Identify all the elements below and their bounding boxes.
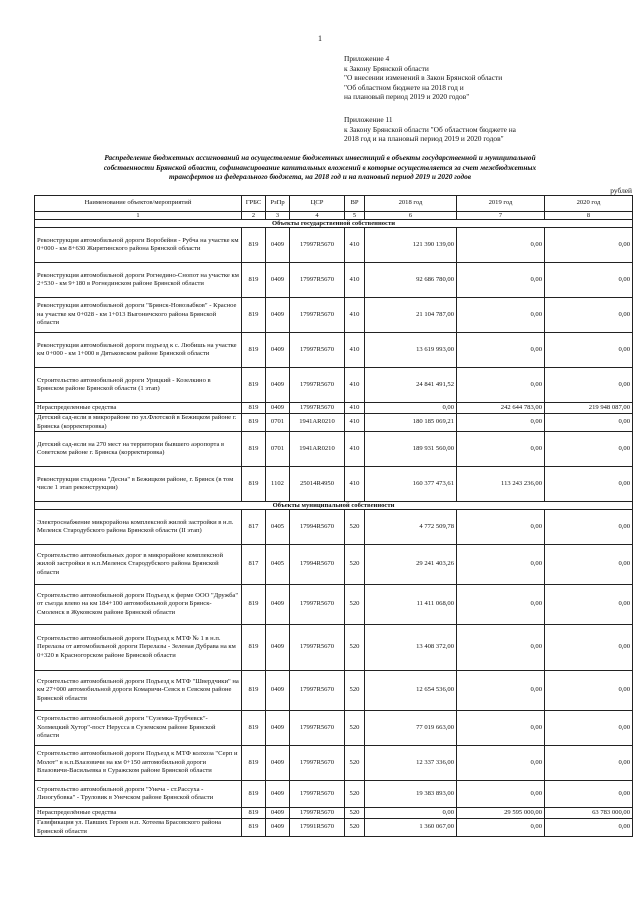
cell-y2019: 0,00 <box>457 368 545 403</box>
cell-rzpr: 0409 <box>266 781 290 808</box>
cell-rzpr: 0409 <box>266 403 290 414</box>
cell-vr: 410 <box>345 333 365 368</box>
cell-y2019: 0,00 <box>457 819 545 837</box>
column-number: 1 <box>35 212 242 220</box>
cell-rzpr: 0405 <box>266 510 290 545</box>
page-number: 1 <box>318 34 322 43</box>
appendix-line: "О внесении изменений в Закон Брянской области <box>344 73 503 83</box>
object-name-cell: Реконструкция автомобильной дороги Рогнедино-Снопот на участке км 2+530 - км 9+180 в Рогнединском районе Брянской области <box>35 263 242 298</box>
cell-y2020: 0,00 <box>545 545 633 585</box>
cell-rzpr: 0409 <box>266 625 290 671</box>
cell-y2020: 0,00 <box>545 263 633 298</box>
cell-y2018: 4 772 509,78 <box>365 510 457 545</box>
cell-csr: 17997R5670 <box>290 403 345 414</box>
cell-y2018: 121 390 139,00 <box>365 228 457 263</box>
units-label: рублей <box>610 186 632 195</box>
section-header-row <box>35 502 633 510</box>
header-name: Наименование объектов/мероприятий <box>35 196 242 212</box>
cell-grbs: 819 <box>242 432 266 467</box>
object-name-cell: Реконструкция стадиона "Десна" в Бежицком районе, г. Брянск (в том числе 1 этап реконструкции) <box>35 467 242 502</box>
cell-y2019: 0,00 <box>457 510 545 545</box>
object-name-cell: Строительство автомобильной дороги "Суземка-Трубчевск"-Холмецкий Хутор"-пост Нерусса в Суземском районе Брянской области <box>35 711 242 746</box>
object-name-cell: Строительство автомобильной дороги Подъезд к МТФ "Швердчики" на км 27+000 автомобильной дороги Комаричи-Севск в Севском районе Брянской области <box>35 671 242 711</box>
cell-y2019: 0,00 <box>457 711 545 746</box>
column-number: 7 <box>457 212 545 220</box>
object-name-cell: Газификация ул. Павших Героев н.п. Хотеева Брасовского района Брянской области <box>35 819 242 837</box>
cell-vr: 520 <box>345 671 365 711</box>
cell-y2019: 0,00 <box>457 781 545 808</box>
cell-csr: 17991R5670 <box>290 819 345 837</box>
appendix-line: к Закону Брянской области <box>344 63 429 73</box>
object-name-cell: Реконструкция автомобильной дороги подъезд к с. Любишь на участке км 0+000 - км 1+000 в Дятьковском районе Брянской области <box>35 333 242 368</box>
cell-grbs: 819 <box>242 467 266 502</box>
cell-y2019: 113 243 236,00 <box>457 467 545 502</box>
cell-grbs: 819 <box>242 368 266 403</box>
cell-y2018: 1 360 067,00 <box>365 819 457 837</box>
header-2020: 2020 год <box>545 196 633 212</box>
cell-y2018: 189 931 560,00 <box>365 432 457 467</box>
cell-y2019: 0,00 <box>457 671 545 711</box>
cell-vr: 520 <box>345 625 365 671</box>
cell-grbs: 819 <box>242 781 266 808</box>
table-row <box>35 625 633 671</box>
cell-grbs: 819 <box>242 585 266 625</box>
cell-csr: 25014R4950 <box>290 467 345 502</box>
cell-y2019: 0,00 <box>457 263 545 298</box>
cell-vr: 520 <box>345 746 365 781</box>
table-row <box>35 819 633 837</box>
cell-y2018: 12 337 336,00 <box>365 746 457 781</box>
appendix-line: "Об областном бюджете на 2018 год и <box>344 82 464 92</box>
cell-y2019: 242 644 783,00 <box>457 403 545 414</box>
cell-y2020: 219 948 087,00 <box>545 403 633 414</box>
title-line: собственности Брянской области, софинансирование капитальных вложений в которые осуществляется за счет межбюджетных <box>103 162 537 172</box>
table-row <box>35 368 633 403</box>
section-title: Объекты муниципальной собственности <box>35 502 633 510</box>
budget-table <box>34 195 633 837</box>
object-name-cell: Строительство автомобильных дорог в микрорайоне комплексной жилой застройки в н.п.Меленск Стародубского района Брянской области <box>35 545 242 585</box>
section-title: Объекты государственной собственности <box>35 220 633 228</box>
table-row <box>35 545 633 585</box>
cell-csr: 17997R5670 <box>290 333 345 368</box>
table-row <box>35 510 633 545</box>
appendix-line: Приложение 11 <box>344 115 393 124</box>
cell-csr: 17997R5670 <box>290 671 345 711</box>
cell-grbs: 819 <box>242 403 266 414</box>
object-name-cell: Строительство автомобильной дороги "Унеча - ст.Рассуха - Лизогубовка" - Труловик в Унечском районе Брянской области <box>35 781 242 808</box>
appendix-line: Приложение 4 <box>344 54 390 63</box>
appendix-line: на плановый период 2019 и 2020 годов" <box>344 92 470 102</box>
object-name-cell: Реконструкция автомобильной дороги Воробейня - Рубча на участке км 0+000 - км 8+630 Жирятинского района Брянской области <box>35 228 242 263</box>
table-row <box>35 414 633 432</box>
table-row <box>35 467 633 502</box>
object-name-cell: Строительство автомобильной дороги Подъезд к МТФ колхоза "Серп и Молот" в н.п.Влазовичи на км 0+150 автомобильной дороги Влазовичи-Васильевка в Суражском районе Брянской области <box>35 746 242 781</box>
table-row <box>35 671 633 711</box>
object-name-cell: Нераспределенные средства <box>35 403 242 414</box>
cell-vr: 520 <box>345 781 365 808</box>
cell-csr: 17997R5670 <box>290 298 345 333</box>
cell-rzpr: 0701 <box>266 432 290 467</box>
cell-y2019: 0,00 <box>457 333 545 368</box>
appendix-line: к Закону Брянской области "Об областном бюджете на <box>344 124 516 134</box>
cell-y2019: 0,00 <box>457 432 545 467</box>
object-name-cell: Строительство автомобильной дороги Подъезд к ферме ООО "Дружба" от съезда влево на км 184+100 автомобильной дороги Брянск-Смоленск в Жуковском районе Брянской области <box>35 585 242 625</box>
document-title <box>40 153 600 182</box>
cell-y2020: 0,00 <box>545 368 633 403</box>
cell-csr: 1941AR0210 <box>290 414 345 432</box>
cell-y2019: 0,00 <box>457 585 545 625</box>
cell-y2020: 0,00 <box>545 671 633 711</box>
cell-rzpr: 0409 <box>266 333 290 368</box>
header-grbs: ГРБС <box>242 196 266 212</box>
cell-csr: 17997R5670 <box>290 228 345 263</box>
cell-csr: 17997R5670 <box>290 585 345 625</box>
cell-rzpr: 0409 <box>266 585 290 625</box>
cell-y2019: 29 595 000,00 <box>457 808 545 819</box>
cell-rzpr: 0409 <box>266 808 290 819</box>
cell-rzpr: 0409 <box>266 711 290 746</box>
cell-grbs: 819 <box>242 298 266 333</box>
cell-y2019: 0,00 <box>457 545 545 585</box>
cell-y2020: 0,00 <box>545 711 633 746</box>
object-name-cell: Строительство автомобильной дороги Урицкий - Козелкино в Брянском районе Брянской области (1 этап) <box>35 368 242 403</box>
cell-grbs: 817 <box>242 545 266 585</box>
appendix-header <box>344 54 634 102</box>
cell-rzpr: 0405 <box>266 545 290 585</box>
cell-y2020: 0,00 <box>545 333 633 368</box>
cell-y2020: 0,00 <box>545 228 633 263</box>
cell-y2020: 0,00 <box>545 781 633 808</box>
cell-y2018: 13 619 993,00 <box>365 333 457 368</box>
cell-y2020: 0,00 <box>545 510 633 545</box>
cell-y2020: 0,00 <box>545 819 633 837</box>
object-name-cell: Детский сад-ясли в микрорайоне по ул.Флотской в Бежицком районе г. Брянска (корректировка) <box>35 414 242 432</box>
cell-rzpr: 0409 <box>266 819 290 837</box>
object-name-cell: Нераспределённые средства <box>35 808 242 819</box>
cell-vr: 520 <box>345 819 365 837</box>
cell-grbs: 819 <box>242 228 266 263</box>
cell-grbs: 819 <box>242 414 266 432</box>
cell-vr: 410 <box>345 228 365 263</box>
table-row <box>35 808 633 819</box>
cell-rzpr: 0409 <box>266 228 290 263</box>
cell-vr: 410 <box>345 467 365 502</box>
cell-y2020: 0,00 <box>545 414 633 432</box>
header-2019: 2019 год <box>457 196 545 212</box>
cell-y2018: 13 408 372,00 <box>365 625 457 671</box>
cell-y2018: 21 104 787,00 <box>365 298 457 333</box>
cell-csr: 17997R5670 <box>290 368 345 403</box>
cell-y2018: 29 241 403,26 <box>365 545 457 585</box>
cell-grbs: 819 <box>242 819 266 837</box>
cell-y2019: 0,00 <box>457 625 545 671</box>
cell-csr: 17994R5670 <box>290 510 345 545</box>
cell-y2020: 0,00 <box>545 585 633 625</box>
cell-y2020: 0,00 <box>545 467 633 502</box>
table-row <box>35 432 633 467</box>
header-rzpr: РзПр <box>266 196 290 212</box>
cell-grbs: 817 <box>242 510 266 545</box>
cell-y2019: 0,00 <box>457 746 545 781</box>
object-name-cell: Реконструкция автомобильной дороги "Брянск-Новозыбков" - Красное на участке км 0+028 - км 1+013 Выгоничского района Брянской области <box>35 298 242 333</box>
appendix-line: 2018 год и на плановый период 2019 и 2020 годов" <box>344 134 504 144</box>
table-row <box>35 746 633 781</box>
cell-vr: 410 <box>345 432 365 467</box>
cell-grbs: 819 <box>242 625 266 671</box>
cell-vr: 520 <box>345 711 365 746</box>
cell-rzpr: 0701 <box>266 414 290 432</box>
cell-grbs: 819 <box>242 808 266 819</box>
cell-y2020: 0,00 <box>545 432 633 467</box>
cell-y2018: 92 686 780,00 <box>365 263 457 298</box>
cell-y2020: 0,00 <box>545 746 633 781</box>
header-csr: ЦСР <box>290 196 345 212</box>
column-number: 2 <box>242 212 266 220</box>
table-row <box>35 333 633 368</box>
cell-y2018: 24 841 491,52 <box>365 368 457 403</box>
cell-y2020: 0,00 <box>545 625 633 671</box>
cell-rzpr: 0409 <box>266 368 290 403</box>
column-number: 6 <box>365 212 457 220</box>
cell-csr: 17997R5670 <box>290 781 345 808</box>
cell-vr: 520 <box>345 585 365 625</box>
column-number: 5 <box>345 212 365 220</box>
cell-y2018: 11 411 068,00 <box>365 585 457 625</box>
cell-y2019: 0,00 <box>457 228 545 263</box>
header-vr: ВР <box>345 196 365 212</box>
cell-csr: 17994R5670 <box>290 545 345 585</box>
cell-vr: 410 <box>345 298 365 333</box>
appendix-secondary-header <box>344 115 634 144</box>
cell-y2018: 180 185 069,21 <box>365 414 457 432</box>
cell-y2018: 0,00 <box>365 403 457 414</box>
cell-grbs: 819 <box>242 263 266 298</box>
cell-csr: 17997R5670 <box>290 808 345 819</box>
cell-rzpr: 0409 <box>266 263 290 298</box>
column-number: 4 <box>290 212 345 220</box>
cell-y2018: 19 383 893,00 <box>365 781 457 808</box>
cell-rzpr: 0409 <box>266 671 290 711</box>
cell-vr: 520 <box>345 545 365 585</box>
cell-grbs: 819 <box>242 711 266 746</box>
table-row <box>35 263 633 298</box>
header-2018: 2018 год <box>365 196 457 212</box>
column-number-row <box>35 212 633 220</box>
table-row <box>35 585 633 625</box>
cell-y2018: 0,00 <box>365 808 457 819</box>
cell-y2019: 0,00 <box>457 298 545 333</box>
table-row <box>35 403 633 414</box>
table-row <box>35 228 633 263</box>
section-header-row <box>35 220 633 228</box>
cell-vr: 410 <box>345 263 365 298</box>
cell-y2018: 77 019 663,00 <box>365 711 457 746</box>
column-number: 8 <box>545 212 633 220</box>
cell-csr: 17997R5670 <box>290 625 345 671</box>
column-number: 3 <box>266 212 290 220</box>
cell-grbs: 819 <box>242 333 266 368</box>
object-name-cell: Детский сад-ясли на 270 мест на территории бывшего аэропорта в Советском районе г. Брянска (корректировка) <box>35 432 242 467</box>
cell-grbs: 819 <box>242 746 266 781</box>
cell-vr: 520 <box>345 510 365 545</box>
title-line: Распределение бюджетных ассигнований на осуществление бюджетных инвестиций в объекты государственной и муниципальной <box>104 153 536 162</box>
cell-csr: 17997R5670 <box>290 711 345 746</box>
object-name-cell: Строительство автомобильной дороги Подъезд к МТФ № 1 в н.п. Перелазы от автомобильной дороги Перелазы - Зеленая Дубрава на км 0+320 в Красногорском районе Брянской области <box>35 625 242 671</box>
cell-y2018: 12 654 536,00 <box>365 671 457 711</box>
cell-y2019: 0,00 <box>457 414 545 432</box>
cell-rzpr: 0409 <box>266 746 290 781</box>
title-line: трансфертов из федерального бюджета, на 2018 год и на плановый период 2019 и 2020 годов <box>169 172 471 182</box>
cell-rzpr: 1102 <box>266 467 290 502</box>
cell-vr: 410 <box>345 368 365 403</box>
cell-csr: 17997R5670 <box>290 746 345 781</box>
cell-y2018: 160 377 473,61 <box>365 467 457 502</box>
cell-rzpr: 0409 <box>266 298 290 333</box>
table-row <box>35 711 633 746</box>
object-name-cell: Электроснабжение микрорайона комплексной жилой застройки в н.п. Мелеиск Стародубского района Брянской области (II этап) <box>35 510 242 545</box>
cell-vr: 520 <box>345 808 365 819</box>
cell-grbs: 819 <box>242 671 266 711</box>
table-row <box>35 298 633 333</box>
cell-y2020: 0,00 <box>545 298 633 333</box>
cell-y2020: 63 783 000,00 <box>545 808 633 819</box>
cell-vr: 410 <box>345 414 365 432</box>
cell-csr: 1941AR0210 <box>290 432 345 467</box>
table-header-row <box>35 196 633 212</box>
cell-csr: 17997R5670 <box>290 263 345 298</box>
table-row <box>35 781 633 808</box>
cell-vr: 410 <box>345 403 365 414</box>
